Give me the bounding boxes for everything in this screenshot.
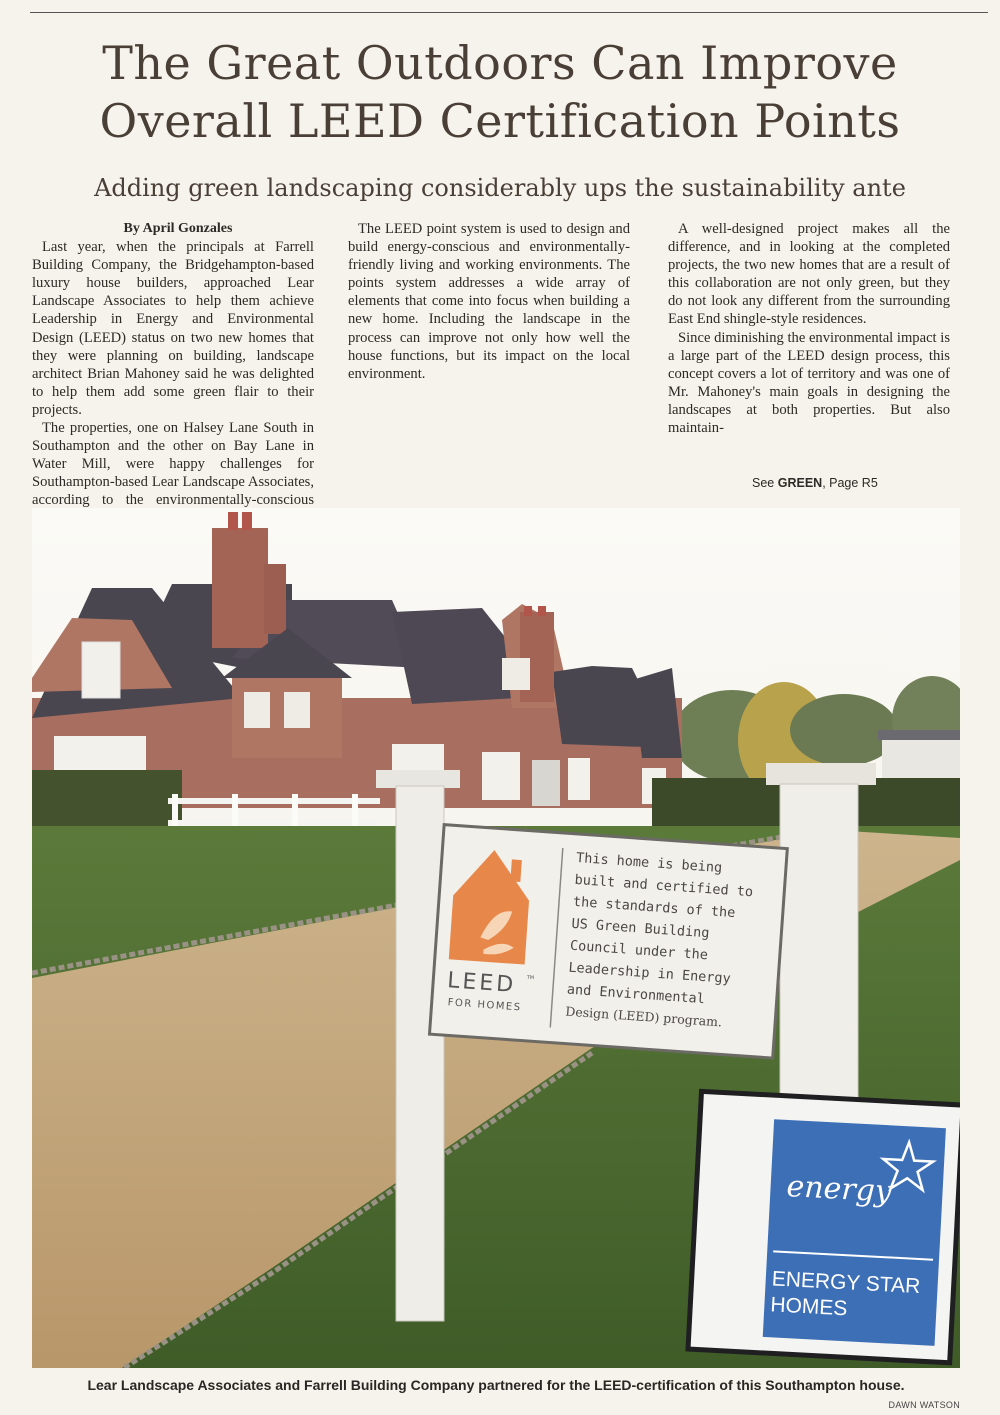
byline: By April Gonzales (123, 221, 233, 236)
house-window (482, 752, 520, 800)
headline-line-1: The Great Outdoors Can Improve (102, 36, 898, 90)
headline-line-2: Overall LEED Certification Points (99, 94, 901, 148)
hedge (32, 770, 182, 830)
leed-sign-line-4: US Green Building (570, 915, 710, 942)
leed-sign-line-5: Council under the (569, 937, 709, 964)
house-window (284, 692, 310, 728)
leed-sign-line-8: Design (LEED) program. (564, 1003, 723, 1030)
energy-script-text: energy (785, 1168, 893, 1210)
leed-logo-text: LEED (446, 968, 517, 998)
energy-star-line-2: HOMES (769, 1293, 848, 1321)
leed-sign-line-3: the standards of the (572, 893, 736, 922)
continuation-line (752, 476, 878, 490)
leed-logo-tm: TM (526, 974, 535, 982)
energy-star-line-1: ENERGY STAR (771, 1267, 921, 1299)
leed-logo-subtext: FOR HOMES (447, 997, 522, 1014)
jump-prefix: See (752, 476, 775, 490)
jump-keyword: GREEN (777, 476, 823, 490)
article-column-2 (348, 220, 630, 383)
jump-page: , Page R5 (822, 476, 878, 490)
leed-sign-line-7: and Environmental (566, 981, 706, 1008)
leed-sign-line-2: built and certified to (574, 871, 754, 901)
house-door (532, 760, 560, 806)
paragraph-1: Last year, when the principals at Farrell Building Company, the Bridgehampton-based luxury house builders, approached Lear Landscape Associates to help them achieve Leadership in Energy and Environmental Design (LEED) status on two new homes that they were planning on building, landscape architect Brian Mahoney said he was delighted to help them add some green flair to their projects. (32, 239, 314, 418)
leed-sign (430, 825, 788, 1058)
photo-caption: Lear Landscape Associates and Farrell Building Company partnered for the LEED-certification of this Southampton house. (87, 1377, 905, 1393)
paragraph-5: Since diminishing the environmental impact is a large part of the LEED design process, this concept covers a lot of territory and was one of Mr. Mahoney's main goals in designing the landscapes at both properties. But also maintain- (668, 329, 950, 437)
house-window (568, 758, 590, 800)
article-column-1 (32, 220, 314, 546)
leed-sign-line-6: Leadership in Energy (567, 959, 732, 987)
house-window (392, 744, 444, 772)
house-photo (32, 508, 960, 1368)
leed-sign-line-1: This home is being (575, 849, 723, 877)
headline (20, 34, 980, 150)
top-rule (30, 12, 988, 13)
chimney-left (212, 528, 268, 648)
paragraph-4: A well-designed project makes all the difference, and in looking at the completed projects, the two new homes that are a result of this collaboration are not only green, but they do not look any different from the surrounding East End shingle-style residences. (668, 221, 950, 328)
subhead: Adding green landscaping considerably ups the sustainability ante (94, 174, 906, 202)
paragraph-2: The properties, one on Halsey Lane South in Southampton and the other on Bay Lane in Water Mill, were happy challenges for Southampton-based Lear Landscape Associates, according to the environmentally-conscious (32, 420, 314, 509)
house-window (244, 692, 270, 728)
energy-star-sign (688, 1091, 960, 1362)
house-photo-illustration (32, 508, 960, 1368)
house-window (82, 642, 120, 698)
house-window (502, 658, 530, 690)
article-column-3 (668, 220, 950, 437)
photo-credit: DAWN WATSON (888, 1400, 960, 1410)
paragraph-3: The LEED point system is used to design and build energy-conscious and environmentally-friendly living and working environments. The points system addresses a wide array of elements that come into focus when building a new home. Including the landscape in the process can improve not only how well the house functions, but its impact on the local environment. (348, 221, 630, 382)
